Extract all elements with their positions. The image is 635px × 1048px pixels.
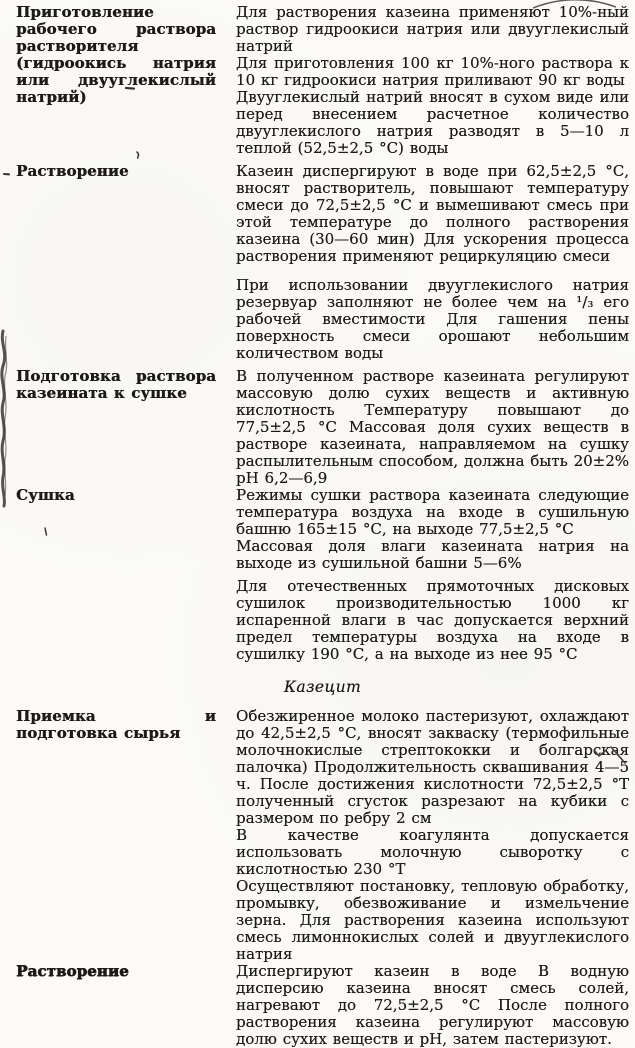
paragraph: Для приготовления 100 кг 10%-ного раствора к 10 кг гидроокиси натрия приливают 90 кг воды — [236, 55, 629, 89]
subheading-kazetsit: Казецит — [16, 679, 629, 696]
term-label: Растворение — [16, 163, 216, 180]
term-label: Растворение — [16, 963, 216, 980]
term-label: Приемка и подготовка сырья — [16, 708, 216, 742]
section-podgotovka-k-sushke — [16, 368, 629, 487]
term-label: Приготовление рабочего раствора растворителя (гидроокись натрия или двууглекислый натрий) — [16, 4, 216, 106]
section-prigotovlenie-rastvora — [16, 4, 629, 157]
paragraph: Диспергируют казеин в воде В водную дисперсию казеина вносят смесь солей, нагревают до 72,5±2,5 °С После полного растворения казеина регулируют массовую долю сухих веществ и рН, затем пастеризуют. — [236, 963, 629, 1048]
section-priemka-syrya — [16, 708, 629, 963]
paragraph: Режимы сушки раствора казеината следующие температура воздуха на входе в сушильную башню 165±15 °С, на выходе 77,5±2,5 °С — [236, 487, 629, 538]
paragraph: В полученном растворе казеината регулируют массовую долю сухих веществ и активную кислотность Температуру повышают до 77,5±2,5 °С Массовая доля сухих веществ в растворе казеината, направляемом на сушку распылительным способом, должна быть 20±2% рН 6,2—6,9 — [236, 368, 629, 487]
term-label: Подготовка раствора казеината к сушке — [16, 368, 216, 402]
section-text — [236, 963, 629, 1048]
left-edge-smudge — [2, 331, 5, 506]
paragraph: При использовании двууглекислого натрия резервуар заполняют не более чем на ¹/₃ его рабочей вместимости Для гашения пены поверхность смеси орошают небольшим количеством воды — [236, 277, 629, 362]
section-rastvorenie-2 — [16, 963, 629, 1048]
section-text — [236, 708, 629, 963]
process-spec-table — [16, 4, 629, 1048]
section-text — [236, 487, 629, 663]
paragraph: Казеин диспергируют в воде при 62,5±2,5 °С, вносят растворитель, повышают температуру смеси до 72,5±2,5 °С и вымешивают смесь при этой температуре до полного растворения казеина (30—60 мин) Для ускорения процесса растворения применяют рециркуляцию смеси — [236, 163, 629, 265]
section-text — [236, 4, 629, 157]
paragraph: Осуществляют постановку, тепловую обработку, промывку, обезвоживание и измельчение зерна. Для растворения казеина используют смесь лимоннокислых солей и двууглекислого натрия — [236, 878, 629, 963]
section-sushka — [16, 487, 629, 663]
paragraph: Обезжиренное молоко пастеризуют, охлаждают до 42,5±2,5 °С, вносят закваску (термофильные молочнокислые стрептококки и болгарская палочка) Продолжительность сквашивания 4—5 ч. После достижения кислотности 72,5±2,5 °Т полученный сгусток разрезают на кубики с размером по ребру 2 см — [236, 708, 629, 827]
paragraph: Массовая доля влаги казеината натрия на выходе из сушильной башни 5—6% — [236, 538, 629, 572]
paragraph: Для отечественных прямоточных дисковых сушилок производительностью 1000 кг испаренной влаги в час допускается верхний предел температуры воздуха на входе в сушилку 190 °С, а на выходе из нее 95 °С — [236, 578, 629, 663]
section-text — [236, 368, 629, 487]
paragraph: Двууглекислый натрий вносят в сухом виде или перед внесением расчетное количество двууглекислого натрия разводят в 5—10 л теплой (52,5±2,5 °С) воды — [236, 89, 629, 157]
section-rastvorenie-1 — [16, 163, 629, 362]
paragraph: В качестве коагулянта допускается использовать молочную сыворотку с кислотностью 230 °Т — [236, 827, 629, 878]
term-label: Сушка — [16, 487, 216, 504]
paragraph: Для растворения казеина применяют 10%-ный раствор гидроокиси натрия или двууглекислый натрий — [236, 4, 629, 55]
left-edge-smudge-fine — [5, 336, 7, 496]
section-text — [236, 163, 629, 362]
